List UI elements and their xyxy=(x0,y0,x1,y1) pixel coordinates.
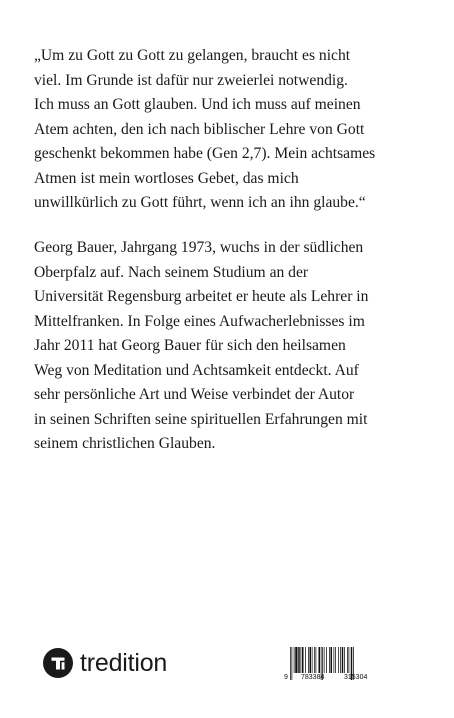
barcode-bar xyxy=(294,647,295,673)
barcode-bar xyxy=(349,647,350,673)
barcode-bar xyxy=(347,647,348,673)
barcode-bar xyxy=(292,647,293,680)
barcode-bar xyxy=(305,647,306,673)
barcode-digit-group-right: 315304 xyxy=(344,674,368,681)
quote-line: unwillkürlich zu Gott führt, wenn ich an ihn glaube.“ xyxy=(34,194,366,211)
bio-line: sehr persönliche Art und Weise verbindet der Autor xyxy=(34,386,355,403)
barcode-bar xyxy=(342,647,344,673)
barcode-bar xyxy=(316,647,317,673)
barcode-bar xyxy=(335,647,336,673)
barcode-digit-group-left: 783384 xyxy=(301,674,325,681)
barcode-bar xyxy=(340,647,341,673)
barcode-bar xyxy=(295,647,297,673)
barcode-digit-prefix: 9 xyxy=(284,674,288,681)
quote-line: „Um zu Gott zu Gott zu gelangen, braucht es nicht xyxy=(34,47,351,64)
barcode-bar xyxy=(326,647,327,673)
barcode-bar xyxy=(324,647,325,673)
barcode-bar xyxy=(319,647,321,673)
barcode-bar xyxy=(301,647,302,673)
publisher-logo xyxy=(43,648,167,678)
barcode-bar xyxy=(314,647,315,673)
bio-line: Weg von Meditation und Achtsamkeit entdeckt. Auf xyxy=(34,361,359,379)
quote-line: Ich muss an Gott glauben. Und ich muss auf meinen xyxy=(34,96,361,113)
bio-line: Jahr 2011 hat Georg Bauer für sich den heilsamen xyxy=(34,337,346,354)
barcode-bar xyxy=(331,647,333,673)
back-cover-quote xyxy=(34,44,422,216)
isbn-barcode xyxy=(284,646,384,684)
bio-line: Georg Bauer, Jahrgang 1973, wuchs in der südlichen xyxy=(34,239,364,256)
barcode-bar xyxy=(310,647,312,673)
barcode-bar xyxy=(302,647,304,673)
barcode-bars xyxy=(284,646,384,684)
barcode-bar xyxy=(298,647,300,673)
quote-line: viel. Im Grunde ist dafür nur zweierlei notwendig. xyxy=(34,71,348,89)
bio-line: Universität Regensburg arbeitet er heute als Lehrer in xyxy=(34,288,369,305)
barcode-bar xyxy=(312,647,313,673)
barcode-bar xyxy=(338,647,339,673)
barcode-bar xyxy=(308,647,309,673)
quote-line: Atem achten, den ich nach biblischer Lehre von Gott xyxy=(34,120,365,138)
quote-line: Atmen ist mein wortloses Gebet, das mich xyxy=(34,169,299,187)
barcode-bar xyxy=(329,647,330,673)
barcode-bar xyxy=(344,647,345,673)
bio-line: Mittelfranken. In Folge eines Aufwacherlebnisses im xyxy=(34,312,365,330)
quote-line: geschenkt bekommen habe (Gen 2,7). Mein achtsames xyxy=(34,145,376,162)
bio-line: Oberpfalz auf. Nach seinem Studium an der xyxy=(34,263,309,281)
bio-line: in seinen Schriften seine spirituellen Erfahrungen mit xyxy=(34,410,368,428)
author-bio xyxy=(34,236,422,457)
barcode-bar xyxy=(334,647,335,673)
tredition-logo-icon xyxy=(43,648,73,678)
barcode-bar xyxy=(290,647,291,680)
publisher-name: tredition xyxy=(80,648,168,677)
bio-line: seinem christlichen Glauben. xyxy=(34,435,216,452)
